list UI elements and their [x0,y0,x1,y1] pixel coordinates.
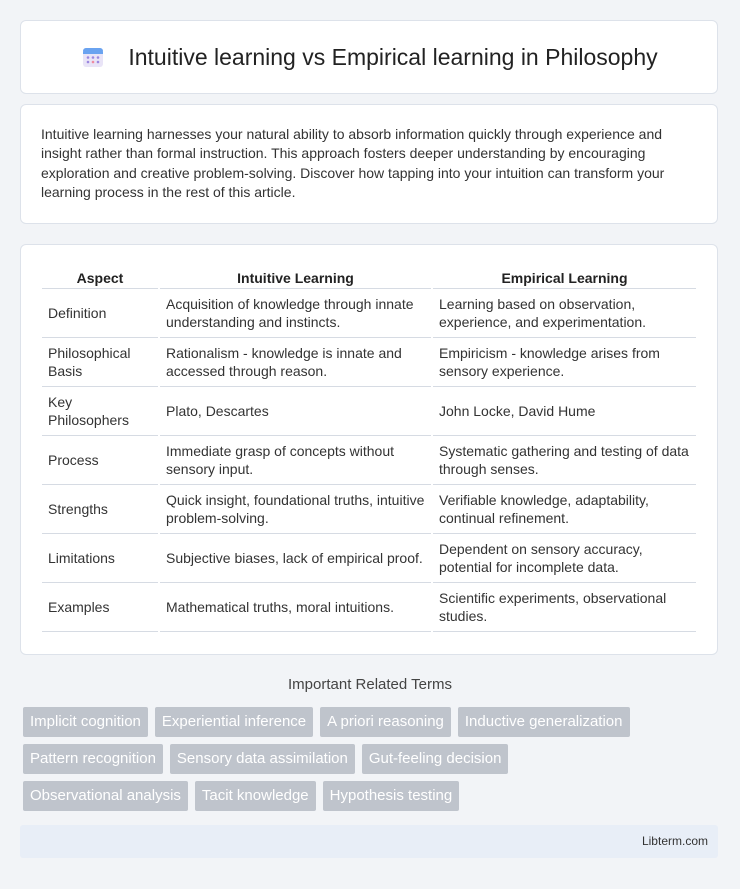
intro-card [20,104,718,224]
table-row [42,387,696,436]
table-cell-aspect: Limitations [42,534,158,583]
related-term-tag[interactable]: A priori reasoning [320,707,451,737]
comparison-table-card [20,244,718,655]
table-cell-empirical: Empiricism - knowledge arises from sensory experience. [433,338,696,387]
column-header-aspect: Aspect [42,267,158,289]
table-row [42,338,696,387]
related-term-tag[interactable]: Hypothesis testing [323,781,460,811]
table-cell-intuitive: Acquisition of knowledge through innate understanding and instincts. [160,289,431,338]
table-cell-intuitive: Mathematical truths, moral intuitions. [160,583,431,632]
page-title: Intuitive learning vs Empirical learning in Philosophy [128,43,658,70]
table-header-row [42,267,696,289]
table-cell-intuitive: Plato, Descartes [160,387,431,436]
table-cell-empirical: John Locke, David Hume [433,387,696,436]
related-term-tag[interactable]: Experiential inference [155,707,313,737]
table-row [42,436,696,485]
intro-paragraph: Intuitive learning harnesses your natural ability to absorb information quickly through experience and insight rather than formal instruction. This approach fosters deeper understanding by encouraging exploration and creative problem-solving. Discover how tapping into your intuition can transform your learning process in the rest of this article. [41,126,665,201]
calendar-grid-icon [80,44,106,70]
table-cell-empirical: Scientific experiments, observational studies. [433,583,696,632]
related-term-tag[interactable]: Observational analysis [23,781,188,811]
table-row [42,289,696,338]
related-terms-row [23,781,723,811]
table-row [42,534,696,583]
table-cell-aspect: Examples [42,583,158,632]
related-term-tag[interactable]: Pattern recognition [23,744,163,774]
table-cell-empirical: Systematic gathering and testing of data through senses. [433,436,696,485]
table-cell-intuitive: Immediate grasp of concepts without sensory input. [160,436,431,485]
table-cell-aspect: Philosophical Basis [42,338,158,387]
related-term-tag[interactable]: Inductive generalization [458,707,630,737]
table-cell-aspect: Definition [42,289,158,338]
column-header-empirical: Empirical Learning [433,267,696,289]
title-card [20,20,718,94]
table-cell-empirical: Dependent on sensory accuracy, potential for incomplete data. [433,534,696,583]
footer-site-link[interactable]: Libterm.com [641,834,708,848]
related-term-tag[interactable]: Implicit cognition [23,707,148,737]
related-terms-row [23,744,723,774]
table-cell-aspect: Process [42,436,158,485]
table-cell-intuitive: Quick insight, foundational truths, intuitive problem-solving. [160,485,431,534]
table-cell-aspect: Key Philosophers [42,387,158,436]
table-cell-intuitive: Subjective biases, lack of empirical proof. [160,534,431,583]
table-cell-intuitive: Rationalism - knowledge is innate and accessed through reason. [160,338,431,387]
related-term-tag[interactable]: Gut-feeling decision [362,744,509,774]
related-term-tag[interactable]: Sensory data assimilation [170,744,355,774]
comparison-table [40,267,698,632]
table-cell-empirical: Verifiable knowledge, adaptability, continual refinement. [433,485,696,534]
related-terms-title: Important Related Terms [288,676,452,693]
related-terms-list [23,707,723,818]
table-row [42,485,696,534]
table-row [42,583,696,632]
column-header-intuitive: Intuitive Learning [160,267,431,289]
table-cell-empirical: Learning based on observation, experience, and experimentation. [433,289,696,338]
related-terms-row [23,707,723,737]
related-term-tag[interactable]: Tacit knowledge [195,781,316,811]
footer [20,825,718,858]
table-cell-aspect: Strengths [42,485,158,534]
